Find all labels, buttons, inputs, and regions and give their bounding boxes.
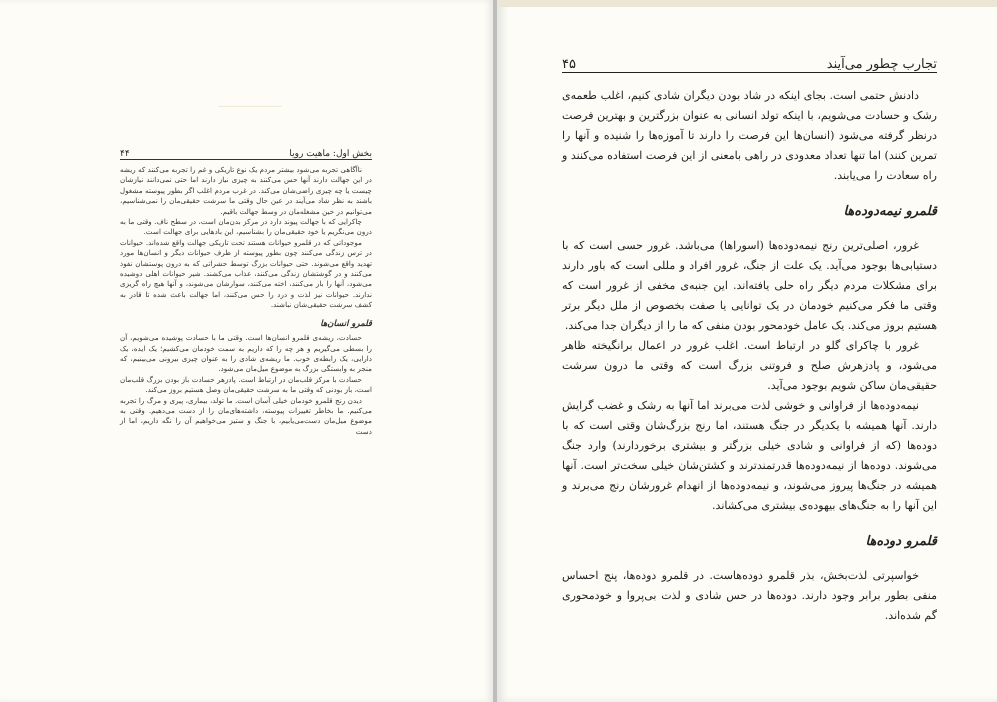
section-heading: قلمرو دوده‌ها [865,534,937,549]
paragraph: دیدن رنج قلمرو خودمان خیلی آسان است. ما تولد، بیماری، پیری و مرگ را تجربه می‌کنیم. ما بخاطر تغییرات پیوسته، داشته‌های‌مان را از دست می‌دهیم. وقتی به موضوع میل‌مان دست‌می‌یابیم، با جنگ و ستیز می‌خواهیم آن را نگه داریم، اما از دست [120,395,372,436]
paragraph: چاکرایی که با جهالت پیوند دارد در مرکز بدن‌مان است، در سطح ناف. وقتی ما به درون می‌نگریم یا خود حقیقی‌مان را بشناسیم، این بادهایی برای جهالت است. [120,217,372,237]
right-header-title: تجارب چطور می‌آیند [826,57,937,72]
paragraph: خواسپرتی لذت‌بخش، بذر قلمرو دوده‌هاست. در قلمرو دوده‌ها، پنج احساس منفی بطور برابر وجود دارند. دوده‌ها در حس شادی و لذت بی‌پروا و خودمحوری گم شده‌اند. [562,569,937,622]
paragraph: ناآگاهی تجربه می‌شود بیشتر مردم یک نوع تاریکی و غم را تجربه می‌کنند که ریشه در این جهالت دارند آنها حس می‌کنند به چیزی نیاز دارند اما حتی نمی‌دانند نیازشان چیست یا چه چیزی راضی‌شان می‌کند. در غرب مردم اغلب اگر بطور پیوسته مشغول باشند به نظر شاد می‌آیند در عین حال وقتی ما سرشت حقیقی‌مان را نمی‌شناسیم، می‌توانیم در حین مشغله‌مان در وسط جهالت باقیم. [120,165,372,216]
right-body-text [562,86,937,646]
right-running-header [562,50,937,73]
page-top-edge [497,0,997,7]
left-header-title: بخش اول: ماهیت رویا [289,149,372,159]
paragraph: حسادت با مرکز قلب‌مان در ارتباط است. پادزهر حسادت باز بودن بزرگ قلب‌مان است، باز بودنی که وقتی ما به سرشت حقیقی‌مان وصل هستیم بروز می‌کند. [120,374,372,395]
paragraph: حسادت، ریشه‌ی قلمرو انسان‌ها است. وقتی ما با حسادت پوشیده می‌شویم، آن را بسطی می‌گیریم و هر چه را که داریم به سمت خودمان می‌کشیم؛ یک ایده، یک دارایی، یک رابطه‌ی خوب. ما ریشه‌ی شادی را به عنوان چیزی بیرونی می‌بینیم، که منجر به وابستگی بزرگ به موضوع میل‌مان می‌شود. [120,333,372,374]
paragraph: غرور با چاکرای گلو در ارتباط است. اغلب غرور در اعمال برانگیخته ظاهر می‌شود، و پادزهرش صلح و فروتنی بزرگ است که وقتی ما درون سرشت حقیقی‌مان ساکن شویم بوجود می‌آید. [562,339,937,392]
paragraph: دادنش حتمی است. بجای اینکه در شاد بودن دیگران شادی کنیم، اغلب طعمه‌ی رشک و حسادت می‌شویم، با اینکه تولد انسانی به عنوان بزرگترین و بهترین فرصت درنظر گرفته می‌شود (انسان‌ها این فرصت را دارند تا آموزه‌ها را شنیده و آنها را تمرین کنند) اما تنها تعداد معدودی در راهی بامعنی از این فرصت استفاده می‌کنند و راه سعادت را می‌یابند. [562,89,937,182]
left-running-header [120,143,372,160]
paragraph: غرور، اصلی‌ترین رنج نیمه‌دوده‌ها (اسوراها) می‌باشد. غرور حسی است که با دستیابی‌ها بوجود می‌آید. یک علت از جنگ، غرور افراد و مللی است که باور دارند برای مشکلات مردم دیگر راه حلی یافته‌اند. این جنبه‌ی مخفی از غرور است که وقتی ما فکر می‌کنیم خودمان در یک توانایی یا صفت بخصوص از ملل دیگر برتر هستیم بروز می‌کند. یک عامل خودمحور بودن منفی که ما را از دیگران جدا می‌کند. [562,239,937,332]
right-page [497,0,997,702]
faded-watermark-text: ــــــــــــــــــ [218,96,282,110]
section-heading: قلمرو انسان‌ها [320,318,372,329]
right-page-number: ۴۵ [562,57,576,72]
left-body-text [120,165,372,565]
paragraph: موجوداتی که در قلمرو حیوانات هستند تحت تاریکی جهالت واقع شده‌اند. حیوانات در ترس زندگی می‌کنند چون بطور پیوسته از طرف حیوانات دیگر و انسان‌ها مورد تهدید واقع می‌شوند. حتی حیوانات بزرگ توسط حشراتی که به درون پوستشان نفوذ می‌کنند و در گوشتشان زندگی می‌کنند، عذاب می‌کشند. شیر حیوانات اهلی دوشیده می‌شود، آنها را بار می‌کنند، اخته می‌کنند، سوارشان می‌شوند، و آنها هیچ راه گریزی ندارند. حیوانات نیز لذت و درد را حس می‌کنند، اما جهالت باعث شده تا قادر به کشف سرشت حقیقی‌شان نباشند. [120,237,372,310]
paragraph: نیمه‌دوده‌ها از فراوانی و خوشی لذت می‌برند اما آنها به رشک و غضب گرایش دارند. آنها همیشه با یکدیگر در جنگ هستند، اما رنج بزرگ‌شان وقتی است که با دوده‌ها (که از فراوانی و شادی خیلی بزرگتر و بیشتری برخوردارند) وارد جنگ می‌شوند. دوده‌ها از نیمه‌دوده‌ها قدرتمندترند و کشتن‌شان خیلی سخت‌تر است. آنها همیشه در جنگ‌ها پیروز می‌شوند، و نیمه‌دوده‌ها از انهدام غرورشان رنج می‌برند و این آنها را به جنگ‌های بیهوده‌ی بیشتری می‌کشاند. [562,399,937,512]
left-page-number: ۴۴ [120,149,130,159]
section-heading: قلمرو نیمه‌دوده‌ها [843,204,937,219]
left-page [0,0,493,702]
